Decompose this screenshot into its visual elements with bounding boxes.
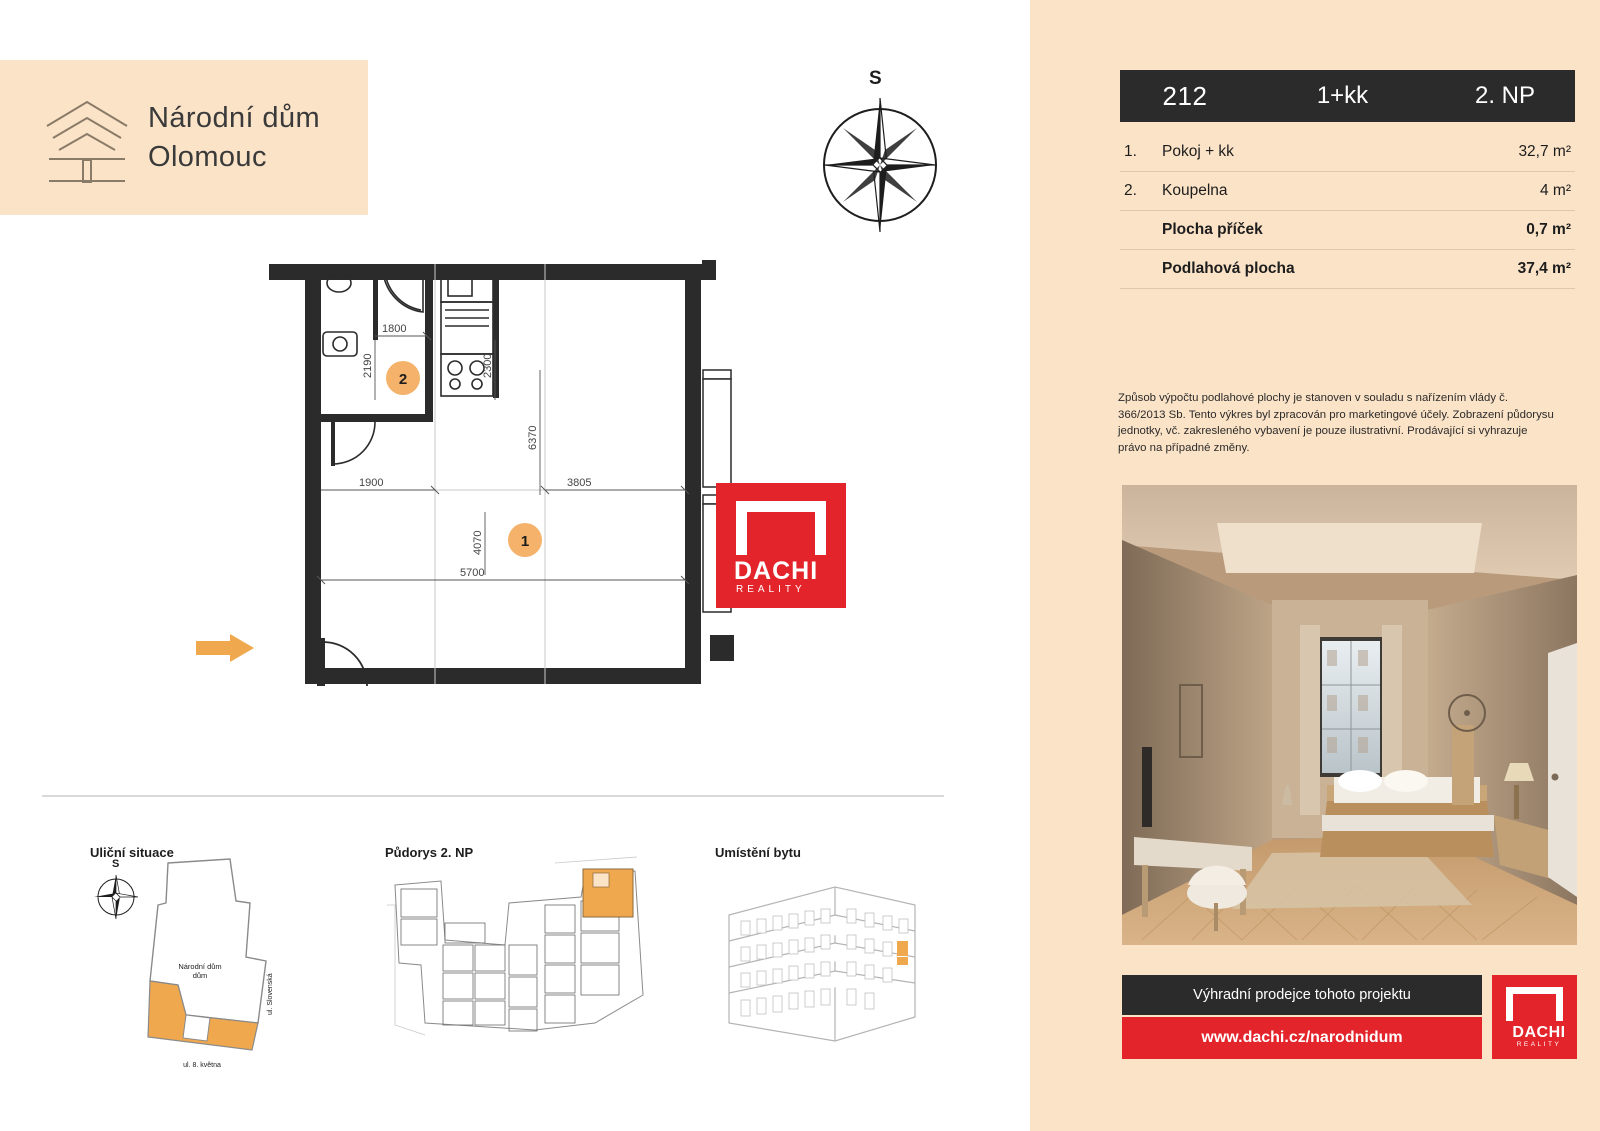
table-row-total	[1120, 250, 1575, 289]
room-badge-1	[508, 523, 542, 557]
project-name-line2: Olomouc	[148, 140, 267, 173]
total-name: Podlahová plocha	[1162, 260, 1295, 277]
project-name	[148, 99, 320, 176]
room-index: 1.	[1124, 143, 1137, 160]
unit-number: 212	[1162, 80, 1208, 111]
compass-rose-icon	[815, 68, 945, 243]
dimension-label: 2190	[362, 353, 374, 378]
room-name: Koupelna	[1162, 182, 1228, 199]
dachi-roof-icon	[736, 501, 826, 555]
table-row	[1120, 172, 1575, 211]
dimension-label: 2300	[482, 353, 494, 378]
dachi-watermark-logo	[716, 483, 846, 608]
disclaimer-text: Způsob výpočtu podlahové plochy je stanoven v souladu s nařízením vlády č. 366/2013 Sb. Tento výkres byl zpracován pro marketingové účely. Zobrazení půdorysu jednotky, vč. zakresleného vybavení je pouze ilustrativní. Prodávající si vyhrazuje právo na případné změny.	[1118, 392, 1554, 454]
svg-text:2: 2	[398, 371, 408, 388]
svg-text:1: 1	[520, 533, 530, 550]
watermark-brand-sub: REALITY	[736, 584, 806, 595]
compass-north-label: S	[869, 68, 882, 89]
thumb-label-street1: ul. Slovenská	[267, 973, 274, 1015]
room-badge-2	[386, 361, 420, 395]
table-row	[1120, 133, 1575, 172]
dimension-label: 1800	[382, 323, 407, 335]
dimension-label: 1900	[359, 477, 384, 489]
thumb-title-street: Uliční situace	[90, 845, 174, 860]
dachi-roof-icon	[1506, 987, 1563, 1021]
thumb-title-location: Umístění bytu	[715, 845, 801, 860]
footer-brand-sub: REALITY	[1516, 1041, 1562, 1048]
thumb-label-building: Národní dům	[178, 962, 222, 971]
entrance-arrow-icon	[196, 632, 256, 664]
interior-render-image	[1122, 485, 1577, 945]
seller-label: Výhradní prodejce tohoto projektu	[1193, 987, 1411, 1003]
building-location-thumbnail	[715, 845, 945, 1075]
total-area: 0,7 m²	[1526, 221, 1571, 238]
seller-label-bar	[1122, 975, 1482, 1015]
project-url: www.dachi.cz/narodnidum	[1201, 1029, 1403, 1046]
room-name: Pokoj + kk	[1162, 143, 1234, 160]
building-outline-icon	[35, 88, 140, 188]
street-situation-thumbnail	[90, 845, 320, 1075]
total-name: Plocha příček	[1162, 221, 1263, 238]
info-panel	[1030, 0, 1600, 1131]
footer-brand-name: DACHI	[1512, 1024, 1566, 1041]
project-name-line1: Národní dům	[148, 102, 321, 135]
total-area: 37,4 m²	[1517, 260, 1571, 277]
dachi-logo-footer	[1492, 975, 1577, 1059]
dimension-label: 3805	[567, 477, 592, 489]
watermark-brand: DACHI	[734, 557, 819, 585]
section-divider	[42, 795, 944, 797]
thumb-compass-label: S	[112, 858, 120, 870]
unit-layout: 1+kk	[1316, 82, 1369, 109]
room-area: 32,7 m²	[1518, 143, 1571, 160]
unit-header-bar	[1120, 70, 1575, 122]
dimension-label: 5700	[460, 567, 485, 579]
dimension-label: 6370	[527, 425, 539, 450]
room-area-table	[1120, 133, 1575, 289]
thumb-label-street2: ul. 8. května	[183, 1062, 221, 1069]
floorplan-drawing	[255, 250, 995, 720]
room-index: 2.	[1124, 182, 1137, 199]
room-area: 4 m²	[1540, 182, 1571, 199]
dimension-label: 4070	[472, 530, 484, 555]
unit-floor: 2. NP	[1474, 82, 1536, 109]
thumb-title-floorplan: Půdorys 2. NP	[385, 845, 474, 860]
table-row-total	[1120, 211, 1575, 250]
svg-text:dům: dům	[192, 971, 208, 980]
project-url-bar[interactable]	[1122, 1017, 1482, 1059]
project-logo-block	[0, 60, 368, 215]
floor-layout-thumbnail	[385, 845, 660, 1075]
